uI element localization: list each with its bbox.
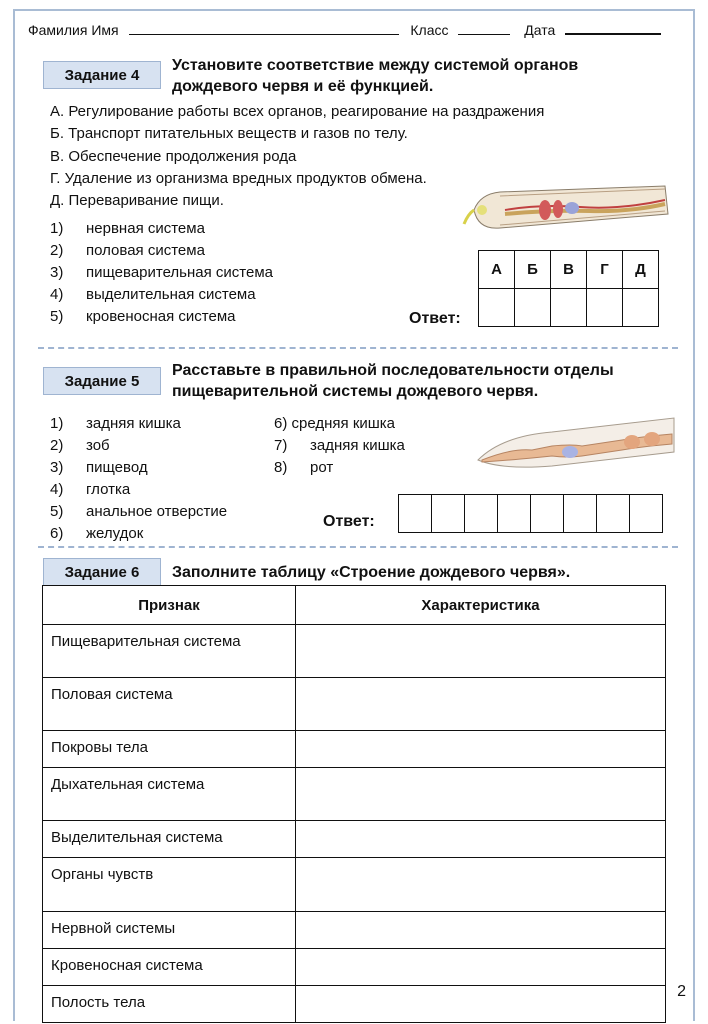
section-item: 4) глотка <box>50 481 131 498</box>
task5-answer-table <box>398 494 663 533</box>
characteristic-cell[interactable] <box>296 625 666 678</box>
table-row <box>43 768 666 821</box>
section-item: 8) рот <box>274 459 334 476</box>
answer-cell[interactable] <box>623 289 659 327</box>
name-field[interactable] <box>129 22 399 35</box>
section-item: 5) анальное отверстие <box>50 503 228 520</box>
table-row <box>43 678 666 731</box>
task4-tag: Задание 4 <box>43 61 161 89</box>
answer-cell[interactable] <box>587 289 623 327</box>
task5-title-line2: пищеварительной системы дождевого червя. <box>172 383 539 400</box>
section-divider <box>38 546 678 548</box>
section-item: 2) зоб <box>50 437 110 454</box>
feature-cell: Органы чувств <box>43 858 296 912</box>
structure-table <box>42 585 666 1023</box>
system-item: 2) половая система <box>50 242 205 259</box>
column-header-characteristic: Характеристика <box>296 586 666 625</box>
section-item: 1) задняя кишка <box>50 415 181 432</box>
characteristic-cell[interactable] <box>296 986 666 1023</box>
date-field[interactable] <box>565 21 661 35</box>
feature-cell: Кровеносная система <box>43 949 296 986</box>
sequence-cell[interactable] <box>432 495 465 533</box>
digestive-system-illustration <box>472 412 676 474</box>
table-row <box>43 821 666 858</box>
sequence-cell[interactable] <box>498 495 531 533</box>
task4-answer-label: Ответ: <box>409 310 461 327</box>
class-field[interactable] <box>458 22 510 35</box>
task5-title <box>172 360 614 402</box>
sequence-cell[interactable] <box>597 495 630 533</box>
task4-title-line2: дождевого червя и её функцией. <box>172 78 434 95</box>
sequence-cell[interactable] <box>399 495 432 533</box>
feature-cell: Полость тела <box>43 986 296 1023</box>
date-label: Дата <box>524 22 556 38</box>
answer-header-g: Г <box>587 251 623 289</box>
task5-tag: Задание 5 <box>43 367 161 395</box>
answer-header-a: А <box>479 251 515 289</box>
section-item: 7) задняя кишка <box>274 437 405 454</box>
characteristic-cell[interactable] <box>296 821 666 858</box>
page-number: 2 <box>677 983 686 1000</box>
task4-answer-table <box>478 250 659 327</box>
feature-cell: Дыхательная система <box>43 768 296 821</box>
system-item: 4) выделительная система <box>50 286 256 303</box>
section-item: 3) пищевод <box>50 459 148 476</box>
feature-cell: Половая система <box>43 678 296 731</box>
function-e: Д. Переваривание пищи. <box>50 192 224 209</box>
function-c: В. Обеспечение продолжения рода <box>50 148 297 165</box>
feature-cell: Нервной системы <box>43 912 296 949</box>
table-row <box>43 625 666 678</box>
section-divider <box>38 347 678 349</box>
characteristic-cell[interactable] <box>296 768 666 821</box>
task6-title: Заполните таблицу «Строение дождевого червя». <box>172 564 571 581</box>
task4-title-line1: Установите соответствие между системой органов <box>172 57 579 74</box>
worm-anatomy-illustration <box>460 180 672 240</box>
table-row <box>43 731 666 768</box>
task4-title <box>172 55 578 97</box>
characteristic-cell[interactable] <box>296 731 666 768</box>
column-header-feature: Признак <box>43 586 296 625</box>
section-item: 6) желудок <box>50 525 144 542</box>
system-item: 3) пищеварительная система <box>50 264 273 281</box>
task5-title-line1: Расставьте в правильной последовательности отделы <box>172 362 614 379</box>
system-item: 5) кровеносная система <box>50 308 236 325</box>
task6-tag: Задание 6 <box>43 558 161 586</box>
answer-header-b: Б <box>515 251 551 289</box>
table-row <box>43 949 666 986</box>
table-row <box>43 858 666 912</box>
name-label: Фамилия Имя <box>28 22 119 38</box>
answer-cell[interactable] <box>479 289 515 327</box>
table-row <box>43 986 666 1023</box>
feature-cell: Покровы тела <box>43 731 296 768</box>
function-a: А. Регулирование работы всех органов, реагирование на раздражения <box>50 103 545 120</box>
function-d: Г. Удаление из организма вредных продуктов обмена. <box>50 170 427 187</box>
sequence-cell[interactable] <box>465 495 498 533</box>
class-label: Класс <box>410 22 449 38</box>
section-item: 6) средняя кишка <box>274 415 396 432</box>
characteristic-cell[interactable] <box>296 858 666 912</box>
characteristic-cell[interactable] <box>296 949 666 986</box>
system-item: 1) нервная система <box>50 220 205 237</box>
student-header <box>28 21 661 38</box>
sequence-cell[interactable] <box>564 495 597 533</box>
answer-header-d: Д <box>623 251 659 289</box>
table-row <box>43 912 666 949</box>
sequence-cell[interactable] <box>630 495 663 533</box>
answer-header-v: В <box>551 251 587 289</box>
sequence-cell[interactable] <box>531 495 564 533</box>
feature-cell: Пищеварительная система <box>43 625 296 678</box>
answer-cell[interactable] <box>515 289 551 327</box>
feature-cell: Выделительная система <box>43 821 296 858</box>
characteristic-cell[interactable] <box>296 678 666 731</box>
answer-cell[interactable] <box>551 289 587 327</box>
characteristic-cell[interactable] <box>296 912 666 949</box>
task5-answer-label: Ответ: <box>323 513 375 530</box>
function-b: Б. Транспорт питательных веществ и газов по телу. <box>50 125 408 142</box>
